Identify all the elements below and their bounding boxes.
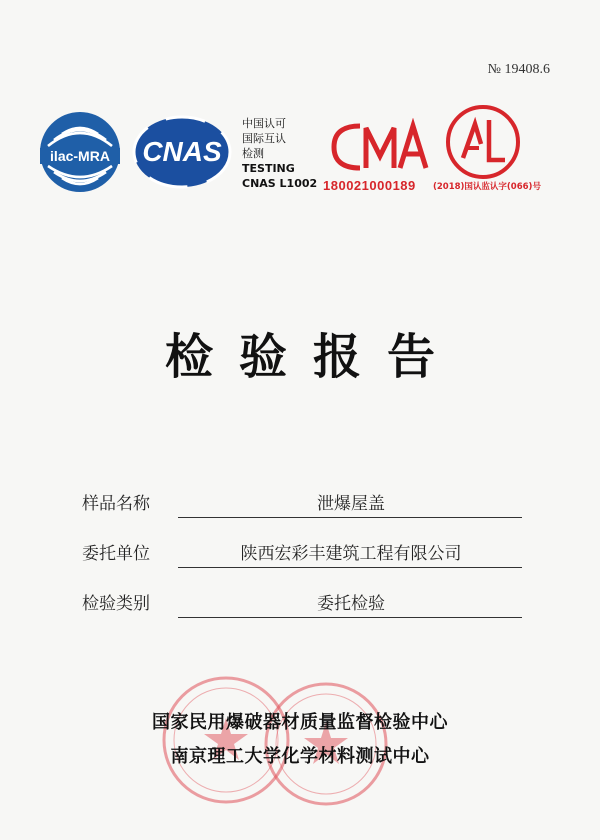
cnas-line: 国际互认 (242, 132, 286, 145)
cnas-logo-text: CNAS (142, 136, 222, 167)
cma-code: 180021000189 (323, 178, 416, 193)
underline (178, 517, 522, 518)
document-title: 检验报告 (164, 329, 461, 385)
inspection-type-label: 检验类别 (82, 594, 150, 614)
issuing-organization: 南京理工大学化学材料测试中心 (170, 746, 430, 767)
client-label: 委托单位 (82, 544, 150, 564)
issuing-organization: 国家民用爆破器材质量监督检验中心 (152, 712, 448, 733)
ilac-logo-text: ilac-MRA (50, 148, 110, 164)
sample-name-row (82, 482, 522, 518)
sample-name-label: 样品名称 (82, 494, 150, 514)
client-value: 陕西宏彩丰建筑工程有限公司 (240, 544, 462, 564)
report-number: № 19408.6 (487, 62, 550, 77)
inspection-type-row (82, 582, 522, 618)
cnas-accreditation-text (242, 116, 317, 191)
cnas-line: CNAS L1002 (242, 177, 318, 190)
cnas-line: 中国认可 (242, 117, 286, 130)
cnas-line: TESTING (242, 162, 295, 175)
ilac-mra-logo (38, 110, 122, 194)
inspection-type-value: 委托检验 (317, 594, 385, 614)
cal-logo (445, 104, 521, 180)
sample-name-value: 泄爆屋盖 (317, 494, 385, 514)
underline (178, 617, 522, 618)
cnas-line: 检测 (242, 147, 264, 160)
cma-logo (330, 118, 430, 176)
client-row (82, 532, 522, 568)
cal-certificate-number: (2018)国认监认字(066)号 (433, 182, 541, 192)
cnas-logo (132, 115, 232, 190)
underline (178, 567, 522, 568)
